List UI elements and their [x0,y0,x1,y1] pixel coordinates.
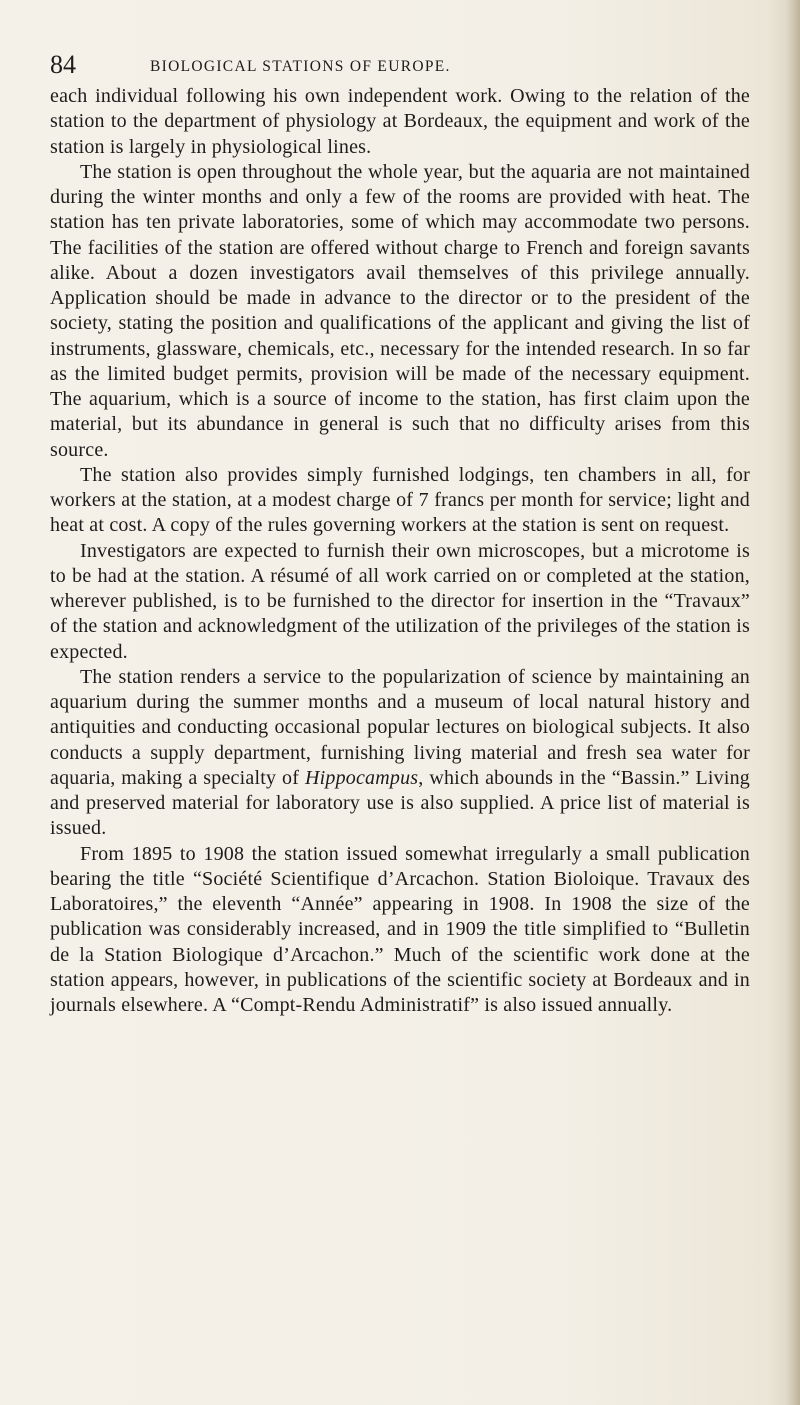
page-number: 84 [50,50,76,79]
paragraph-popularization [50,665,750,842]
body-text [50,84,750,1018]
paragraph-publications: From 1895 to 1908 the station issued somewhat irregularly a small publication bearing the title “Société Scientifique d’Arcachon. Station Bioloique. Travaux des Laboratoires,” the eleventh “Année” appearing in 1908. In 1908 the size of the publication was considerably increased, and in 1909 the title simplified to “Bulletin de la Station Biologique d’Arcachon.” Much of the scientific work done at the station appears, however, in publications of the scientific society at Bordeaux and in journals elsewhere. A “Compt-Rendu Administratif” is also issued annually. [50,842,750,1016]
paragraph-lodgings: The station also provides simply furnished lodgings, ten chambers in all, for workers at the station, at a modest charge of 7 francs per month for service; light and heat at cost. A copy of the rules governing workers at the station is sent on request. [50,463,750,537]
popularization-text-start: The station renders a service to the popularization of science by maintaining an aquarium during the summer months and a museum of local natural history and antiquities and conducting occasional popular lectures on biological subjects. It also conducts a supply department, furnishing living material and fresh sea water for aquaria, making a specialty of [50,665,750,789]
paragraph-continuation: each individual following his own independent work. Owing to the relation of the station to the department of physiology at Bordeaux, the equipment and work of the station is largely in physiological lines. [50,85,750,158]
page-header [50,50,750,84]
paragraph-investigators: Investigators are expected to furnish their own microscopes, but a microtome is to be had at the station. A résumé of all work carried on or completed at the station, wherever published, is to be furnished to the director for insertion in the “Travaux” of the station and acknowledgment of the utilization of the privileges of the station is expected. [50,539,750,663]
paragraph-opening-hours: The station is open throughout the whole year, but the aquaria are not maintained during the winter months and only a few of the rooms are provided with heat. The station has ten private laboratories, some of which may accommodate two persons. The facilities of the station are offered without charge to French and foreign savants alike. About a dozen investigators avail themselves of this privilege annually. Application should be made in advance to the director or to the president of the society, stating the position and qualifications of the applicant and giving the list of instruments, glassware, chemicals, etc., necessary for the intended research. In so far as the limited budget permits, provision will be made of the necessary equipment. The aquarium, which is a source of income to the station, has first claim upon the material, but its abundance in general is such that no difficulty arises from this source. [50,160,750,461]
popularization-text-end: , which abounds in the “Bassin.” Living and preserved material for laboratory use is also supplied. A price list of material is issued. [50,766,750,840]
page-edge-shadow [786,0,800,1405]
italic-species-name: Hippocampus [304,766,419,789]
running-head: BIOLOGICAL STATIONS OF EUROPE. [150,58,451,75]
